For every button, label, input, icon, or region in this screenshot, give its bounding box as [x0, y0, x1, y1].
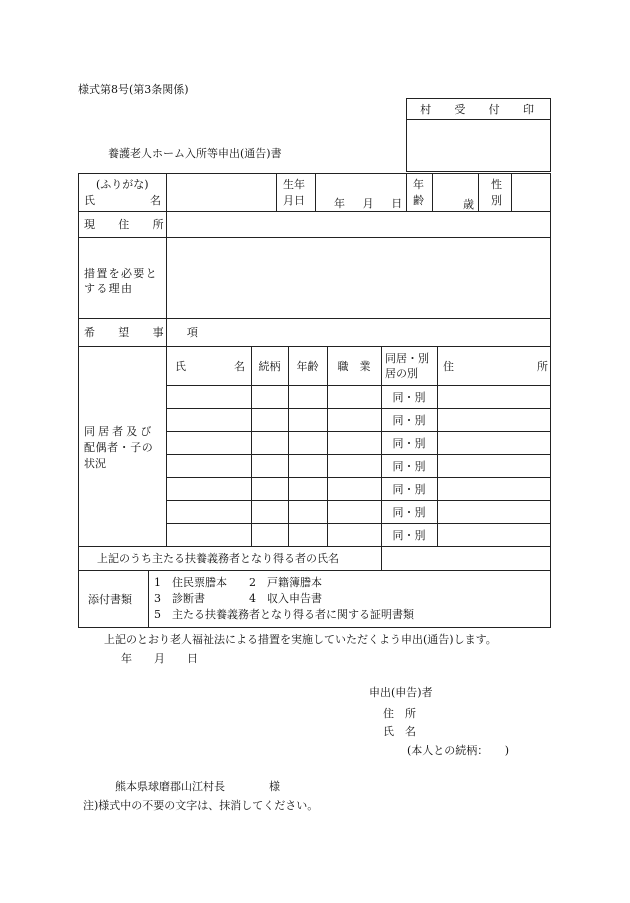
attachments-label: 添付書類	[88, 593, 132, 606]
sex-label-1: 性	[491, 178, 502, 191]
age-label-2: 齢	[413, 194, 424, 207]
attachments-line-2: 3 診断書 4 収入申告書	[154, 592, 322, 605]
col-addr-2: 所	[537, 360, 548, 373]
attachments-line-3: 5 主たる扶養義務者となり得る者に関する証明書類	[154, 608, 414, 621]
birth-label-2: 月日	[283, 194, 305, 207]
live-status-cell: 同・別	[392, 391, 426, 404]
age-unit: 歳	[463, 198, 474, 211]
live-status-cell: 同・別	[392, 460, 426, 473]
name-label-1: 氏	[84, 194, 95, 207]
live-status-cell: 同・別	[392, 437, 426, 450]
form-number: 様式第8号(第3条関係)	[78, 83, 189, 96]
col-addr-1: 住	[443, 360, 454, 373]
statement: 上記のとおり老人福祉法による措置を実施していただくよう申出(通告)します。	[104, 633, 497, 646]
col-live-2: 居の別	[385, 367, 418, 380]
col-relation: 続柄	[258, 360, 281, 373]
cohabitant-label-3: 状況	[84, 457, 106, 470]
form-title: 養護老人ホーム入所等申出(通告)書	[108, 147, 282, 160]
seal-box-label: 村 受 付 印	[420, 103, 544, 116]
col-name-2: 名	[234, 360, 245, 373]
reason-label-1: 措置を必要と	[84, 267, 158, 280]
col-live-1: 同居・別	[385, 352, 429, 365]
cohabitant-label-1: 同居者及び	[84, 425, 155, 438]
birth-value: 年 月 日	[334, 197, 406, 210]
declarant-address-label: 住 所	[383, 707, 416, 720]
supporter-label: 上記のうち主たる扶養義務者となり得る者の氏名	[97, 552, 339, 565]
cohabitant-label-2: 配偶者・子の	[84, 441, 154, 454]
age-label-1: 年	[413, 178, 424, 191]
live-status-cell: 同・別	[392, 483, 426, 496]
declarant-name-label: 氏 名	[383, 725, 416, 738]
date-line: 年 月 日	[121, 652, 198, 665]
birth-label-1: 生年	[283, 178, 305, 191]
live-status-cell: 同・別	[392, 506, 426, 519]
attachments-line-1: 1 住民票謄本 2 戸籍簿謄本	[154, 576, 322, 589]
name-label-2: 名	[150, 194, 161, 207]
note: 注)様式中の不要の文字は、抹消してください。	[83, 799, 319, 812]
reason-label-2: する理由	[84, 282, 134, 295]
sex-label-2: 別	[491, 194, 502, 207]
live-status-cell: 同・別	[392, 529, 426, 542]
wish-label: 希 望 事 項	[84, 326, 208, 339]
declarant-relation: (本人との続柄： )	[407, 744, 510, 757]
col-job: 職 業	[337, 360, 371, 373]
col-age: 年齢	[296, 360, 319, 373]
declarant-title: 申出(申告)者	[369, 686, 433, 699]
col-name-1: 氏	[175, 360, 186, 373]
live-status-cell: 同・別	[392, 414, 426, 427]
address-label: 現 住 所	[84, 218, 174, 231]
furigana-label: (ふりがな)	[96, 178, 149, 191]
addressee: 熊本県球磨郡山江村長 様	[115, 780, 280, 793]
